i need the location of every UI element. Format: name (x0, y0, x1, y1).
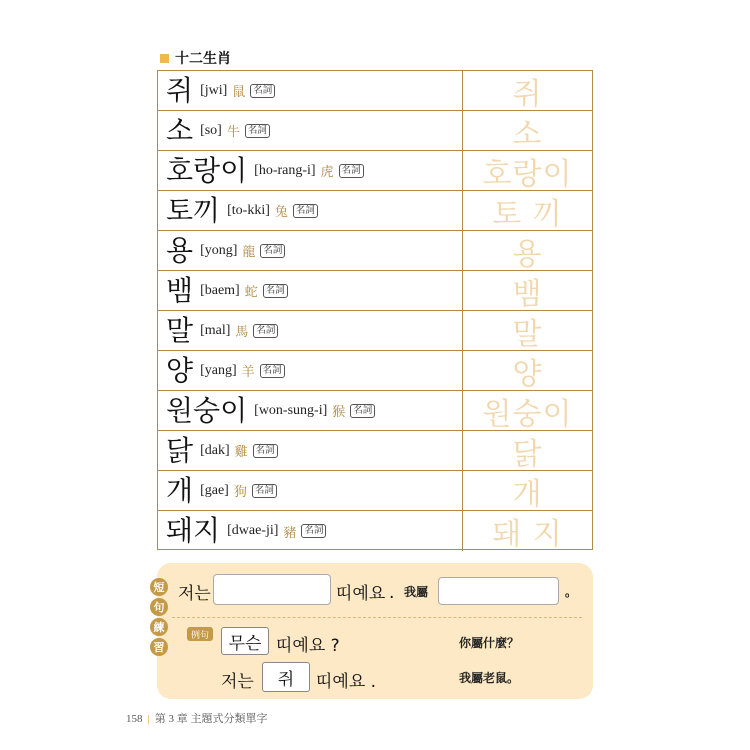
vocab-entry (158, 231, 463, 270)
page-number: 158 (126, 713, 143, 725)
vocab-entry (158, 471, 463, 510)
romanization: [yang] (200, 362, 237, 378)
vocab-row (158, 111, 592, 151)
tracing-text: 개 (512, 476, 543, 512)
korean-word: 돼지 (166, 514, 221, 547)
tracing-cell (463, 151, 592, 190)
korean-word: 뱀 (166, 273, 194, 307)
tracing-cell (463, 111, 592, 150)
chinese-meaning: 牛 (226, 125, 240, 140)
line1-zh-prefix: 我屬 (404, 585, 429, 599)
part-of-speech-tag: 名詞 (339, 164, 364, 178)
line1-dot: . (389, 583, 395, 603)
korean-word: 닭 (166, 433, 194, 467)
vocab-entry (158, 71, 463, 110)
blank-korean-input[interactable] (213, 574, 331, 605)
romanization: [yong] (200, 242, 238, 258)
tracing-cell (463, 271, 592, 310)
vocab-row (158, 351, 592, 391)
vocab-row (158, 151, 592, 191)
part-of-speech-tag: 名詞 (350, 404, 375, 418)
romanization: [ho-rang-i] (254, 162, 316, 178)
vocab-row (158, 191, 592, 231)
tracing-cell (463, 311, 592, 350)
vocab-row (158, 271, 592, 311)
practice-badge: 習 (150, 638, 168, 656)
section-title (160, 48, 231, 68)
part-of-speech-tag: 名詞 (250, 84, 275, 98)
romanization: [dwae-ji] (227, 523, 279, 538)
tracing-cell (463, 431, 592, 470)
tracing-cell (463, 351, 592, 390)
blank-chinese-input[interactable] (438, 577, 559, 605)
tracing-text: 뱀 (512, 276, 543, 312)
vocab-row (158, 311, 592, 351)
part-of-speech-tag: 名詞 (263, 284, 288, 298)
practice-badge: 短 (150, 578, 168, 596)
chinese-meaning: 兔 (274, 205, 288, 220)
tracing-text: 소 (512, 116, 543, 152)
korean-word: 개 (166, 473, 194, 507)
tracing-text: 쥐 (512, 76, 543, 112)
part-of-speech-tag: 名詞 (301, 524, 326, 538)
tracing-text: 원숭이 (482, 396, 573, 432)
square-bullet-icon (160, 54, 169, 63)
tracing-cell (463, 511, 592, 551)
romanization: [dak] (200, 442, 230, 458)
tracing-text: 호랑이 (482, 156, 573, 192)
vocab-entry (158, 511, 463, 551)
chinese-meaning: 狗 (233, 485, 247, 500)
vocab-row (158, 391, 592, 431)
vocab-entry (158, 391, 463, 430)
vocab-table (157, 70, 593, 550)
chinese-meaning: 豬 (283, 525, 297, 541)
romanization: [gae] (200, 482, 229, 498)
korean-word: 용 (166, 233, 194, 267)
divider (172, 617, 582, 618)
part-of-speech-tag: 名詞 (253, 324, 278, 338)
romanization: [baem] (200, 282, 240, 298)
korean-word: 호랑이 (166, 153, 248, 187)
vocab-entry (158, 191, 463, 230)
example2-word: 쥐 (262, 662, 310, 692)
chinese-meaning: 龍 (242, 245, 256, 260)
footer-divider: | (147, 713, 150, 725)
chinese-meaning: 羊 (241, 365, 255, 380)
korean-word: 토끼 (166, 193, 221, 227)
korean-word: 소 (166, 113, 194, 147)
vocab-row (158, 231, 592, 271)
example2-zh: 我屬老鼠。 (459, 671, 520, 685)
example1-rest: 띠예요 ? (276, 636, 340, 656)
vocab-row (158, 511, 592, 551)
part-of-speech-tag: 名詞 (252, 484, 277, 498)
example1-zh: 你屬什麼？ (459, 636, 520, 650)
tracing-text: 닭 (512, 436, 543, 472)
romanization: [jwi] (200, 82, 228, 98)
korean-word: 양 (166, 353, 194, 387)
romanization: [to-kki] (227, 202, 270, 218)
example-label: 例句 (187, 627, 213, 641)
example2-rest: 띠예요 . (316, 672, 377, 692)
korean-word: 말 (166, 313, 194, 347)
practice-badge: 句 (150, 598, 168, 616)
korean-word: 원숭이 (166, 393, 248, 427)
tracing-text: 양 (512, 356, 543, 392)
vocab-entry (158, 151, 463, 190)
vocab-entry (158, 311, 463, 350)
practice-badges (150, 578, 170, 656)
chinese-meaning: 馬 (235, 325, 249, 340)
part-of-speech-tag: 名詞 (253, 444, 278, 458)
part-of-speech-tag: 名詞 (260, 244, 285, 258)
part-of-speech-tag: 名詞 (260, 364, 285, 378)
example2-prefix: 저는 (221, 672, 254, 692)
tracing-text: 돼 지 (492, 517, 563, 552)
korean-word: 쥐 (166, 73, 194, 107)
tracing-cell (463, 71, 592, 110)
vocab-entry (158, 351, 463, 390)
tracing-cell (463, 191, 592, 230)
vocab-row (158, 431, 592, 471)
vocab-entry (158, 431, 463, 470)
section-title-text: 十二生肖 (175, 51, 231, 67)
tracing-cell (463, 471, 592, 510)
chinese-meaning: 虎 (320, 165, 334, 180)
line1-prefix: 저는 (178, 584, 211, 604)
tracing-text: 토 끼 (492, 196, 563, 232)
chinese-meaning: 鼠 (232, 85, 246, 100)
vocab-row (158, 471, 592, 511)
vocab-entry (158, 111, 463, 150)
romanization: [mal] (200, 322, 231, 338)
chinese-meaning: 猴 (332, 405, 346, 420)
vocab-entry (158, 271, 463, 310)
line1-suffix: 띠예요 (336, 584, 386, 604)
tracing-cell (463, 391, 592, 430)
tracing-text: 말 (512, 316, 543, 352)
tracing-text: 용 (512, 236, 543, 272)
romanization: [so] (200, 122, 222, 138)
example1-word: 무슨 (221, 627, 269, 655)
practice-badge: 練 (150, 618, 168, 636)
page-footer (126, 710, 267, 726)
romanization: [won-sung-i] (254, 402, 328, 418)
chapter-text: 第 3 章 主題式分類單字 (154, 713, 268, 725)
tracing-cell (463, 231, 592, 270)
chinese-meaning: 雞 (234, 445, 248, 460)
part-of-speech-tag: 名詞 (245, 124, 270, 138)
part-of-speech-tag: 名詞 (293, 204, 318, 218)
vocab-row (158, 71, 592, 111)
line1-zh-suffix: 。 (565, 585, 578, 599)
chinese-meaning: 蛇 (244, 285, 258, 300)
